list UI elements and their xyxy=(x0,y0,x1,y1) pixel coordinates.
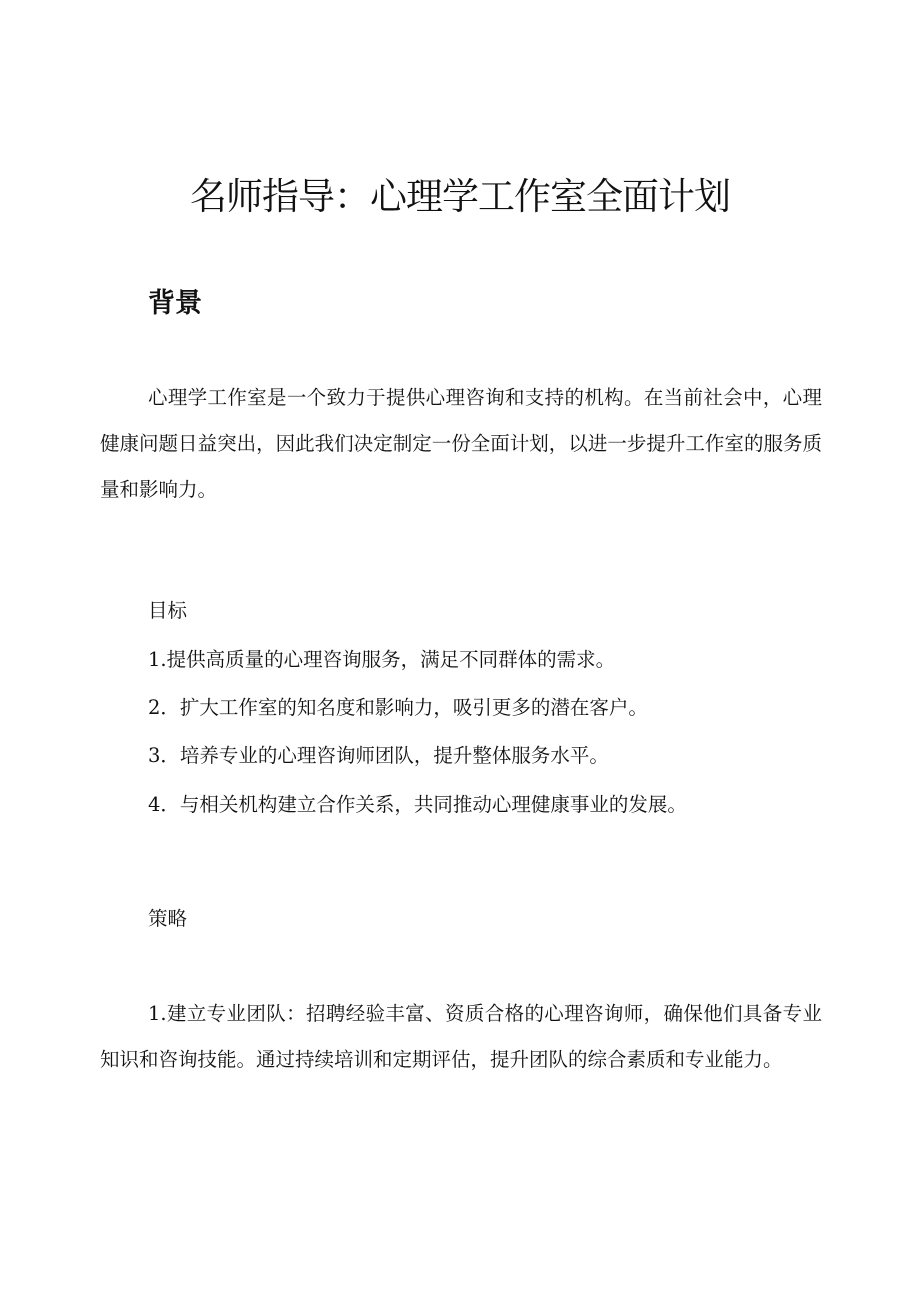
section-heading-strategy: 策略 xyxy=(148,907,188,930)
section-heading-background: 背景 xyxy=(148,288,202,319)
section-heading-goals: 目标 xyxy=(148,599,188,622)
goal-item-3: 3．培养专业的心理咨询师团队，提升整体服务水平。 xyxy=(148,744,609,767)
document-title: 名师指导：心理学工作室全面计划 xyxy=(190,175,730,218)
goal-item-1: 1.提供高质量的心理咨询服务，满足不同群体的需求。 xyxy=(148,648,616,671)
goal-item-2: 2．扩大工作室的知名度和影响力，吸引更多的潜在客户。 xyxy=(148,696,648,719)
background-paragraph: 心理学工作室是一个致力于提供心理咨询和支持的机构。在当前社会中，心理健康问题日益突出，因此我们决定制定一份全面计划，以进一步提升工作室的服务质量和影响力。 xyxy=(100,386,822,501)
strategy-paragraph: 1.建立专业团队：招聘经验丰富、资质合格的心理咨询师，确保他们具备专业知识和咨询技能。通过持续培训和定期评估，提升团队的综合素质和专业能力。 xyxy=(100,1002,822,1071)
goal-item-4: 4．与相关机构建立合作关系，共同推动心理健康事业的发展。 xyxy=(148,793,687,816)
